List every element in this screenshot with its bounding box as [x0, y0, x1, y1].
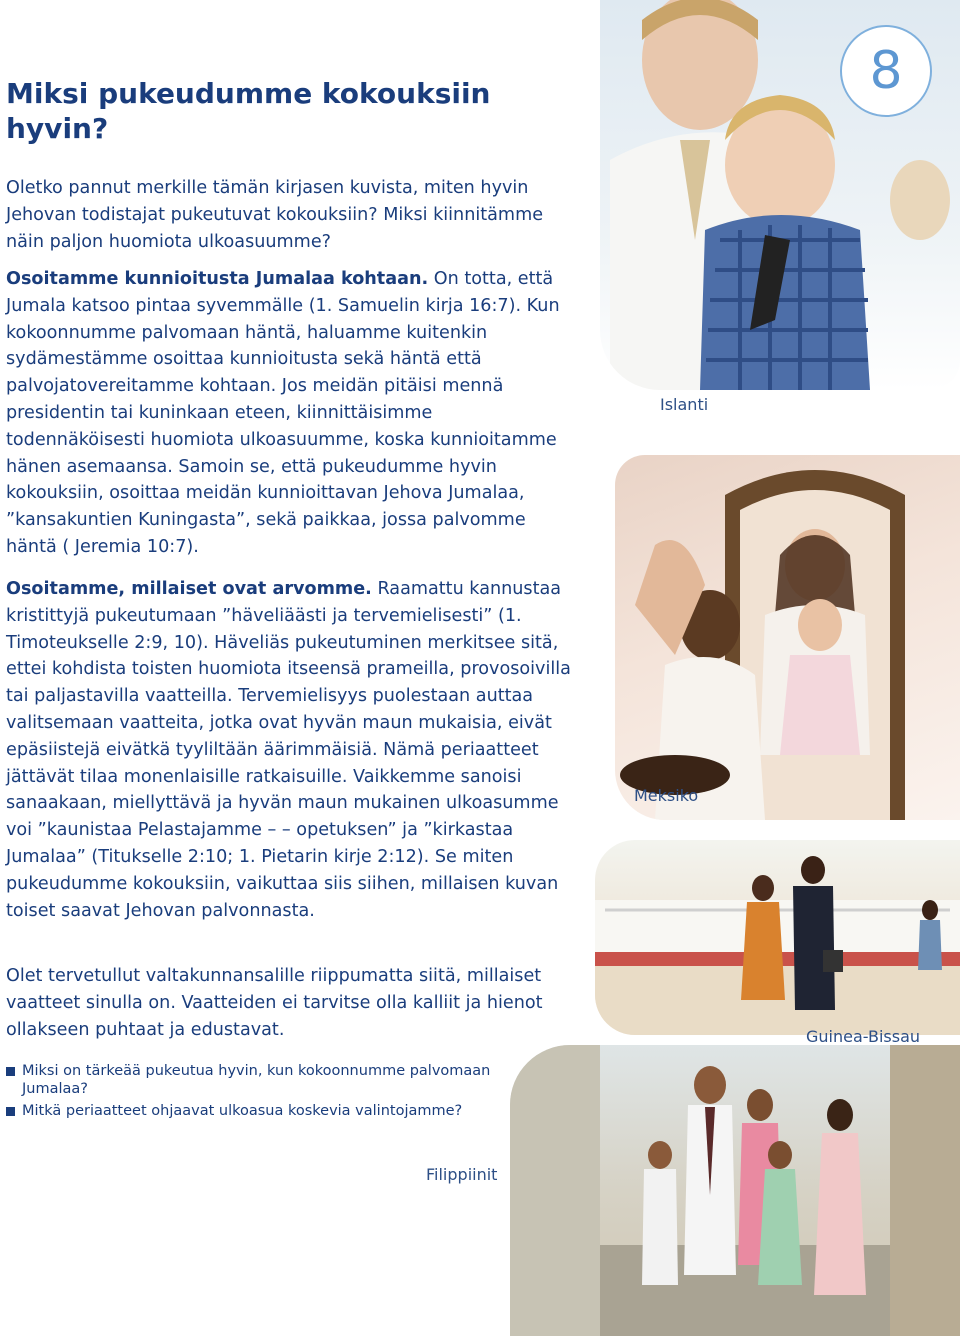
- review-questions: [6, 1062, 506, 1124]
- question-text: Mitkä periaatteet ohjaavat ulkoasua koskevia valintojamme?: [22, 1103, 463, 1119]
- family-street-illustration: [510, 1045, 960, 1336]
- respect-paragraph: [6, 266, 574, 561]
- page-title: [6, 76, 526, 146]
- review-question: [6, 1102, 506, 1120]
- values-paragraph: [6, 576, 588, 924]
- chapter-number: 8: [869, 41, 903, 101]
- caption-philippines: Filippiinit: [426, 1165, 498, 1184]
- couple-walking-illustration: [595, 840, 960, 1035]
- welcome-paragraph: Olet tervetullut valtakunnansalille riippumatta siitä, millaiset vaatteet sinulla on. Vaatteiden ei tarvitse olla kalliit ja hienot ollakseen puhtaat ja edustavat.: [6, 966, 543, 1040]
- caption-iceland: Islanti: [660, 395, 709, 414]
- photo-family-walking-street: [510, 1045, 960, 1336]
- mirror-scene-illustration: [615, 455, 960, 820]
- photo-mother-and-daughters-mirror: [615, 455, 960, 820]
- values-lead: Osoitamme, millaiset ovat arvomme.: [6, 579, 372, 599]
- respect-text: On totta, että Jumala katsoo pintaa syvemmälle (1. Samuelin kirja 16:7). Kun kokoonnumme palvomaan häntä, haluamme kuitenkin sydämestämme osoittaa kunnioitusta sekä häntä että palvojatovereitamme kohtaan. Jos meidän pitäisi mennä presidentin tai kuninkaan eteen, kiinnittäisimme todennäköisesti huomiota ulkoasuumme, koska kunnioitamme hänen asemaansa. Samoin se, että pukeudumme hyvin kokouksiin, osoittaa meidän kunnioittavan Jehova Jumalaa, ”kansakuntien Kuningasta”, sekä paikkaa, jossa palvomme häntä ( Jeremia 10:7).: [6, 269, 560, 557]
- photo-couple-walking: [595, 840, 960, 1035]
- caption-mexico: Meksiko: [634, 786, 699, 805]
- review-question: [6, 1062, 506, 1098]
- respect-lead: Osoitamme kunnioitusta Jumalaa kohtaan.: [6, 269, 429, 289]
- square-bullet-icon: [6, 1067, 15, 1076]
- page-title-text: Miksi pukeudumme kokouksiin hyvin?: [6, 77, 491, 145]
- question-text: Miksi on tärkeää pukeutua hyvin, kun kokoonnumme palvomaan Jumalaa?: [22, 1063, 491, 1097]
- values-text: Raamattu kannustaa kristittyjä pukeutumaan ”häveliäästi ja tervemielisesti” (1. Timoteukselle 2:9, 10). Häveliäs pukeutuminen merkitsee sitä, ettei kohdista toisten huomiota itseensä prameilla, provosoivilla tai paljastavilla vaatteilla. Tervemielisyys puolestaan auttaa valitsemaan vaatteita, jotka ovat hyvän maun mukaisia, eivät epäsiistejä eivätkä tyyliltään äärimmäisiä. Nämä periaatteet jättävät tilaa monenlaisille ratkaisuille. Vaikkemme sanoisi sanaakaan, miellyttävä ja hyvän maun mukainen ulkoasumme voi ”kaunistaa Pelastajamme – – opetuksen” ja ”kirkastaa Jumalaa” (Titukselle 2:10; 1. Pietarin kirje 2:12). Se miten pukeudumme kokouksiin, vaikuttaa siis siihen, millaisen kuvan toiset saavat Jehovan palvonnasta.: [6, 579, 571, 921]
- intro-paragraph: Oletko pannut merkille tämän kirjasen kuvista, miten hyvin Jehovan todistajat pukeutuvat kokouksiin? Miksi kiinnitämme näin paljon huomiota ulkoasuumme?: [6, 178, 544, 252]
- caption-guinea-bissau: Guinea-Bissau: [806, 1027, 921, 1046]
- square-bullet-icon: [6, 1107, 15, 1116]
- chapter-number-badge: [840, 25, 932, 117]
